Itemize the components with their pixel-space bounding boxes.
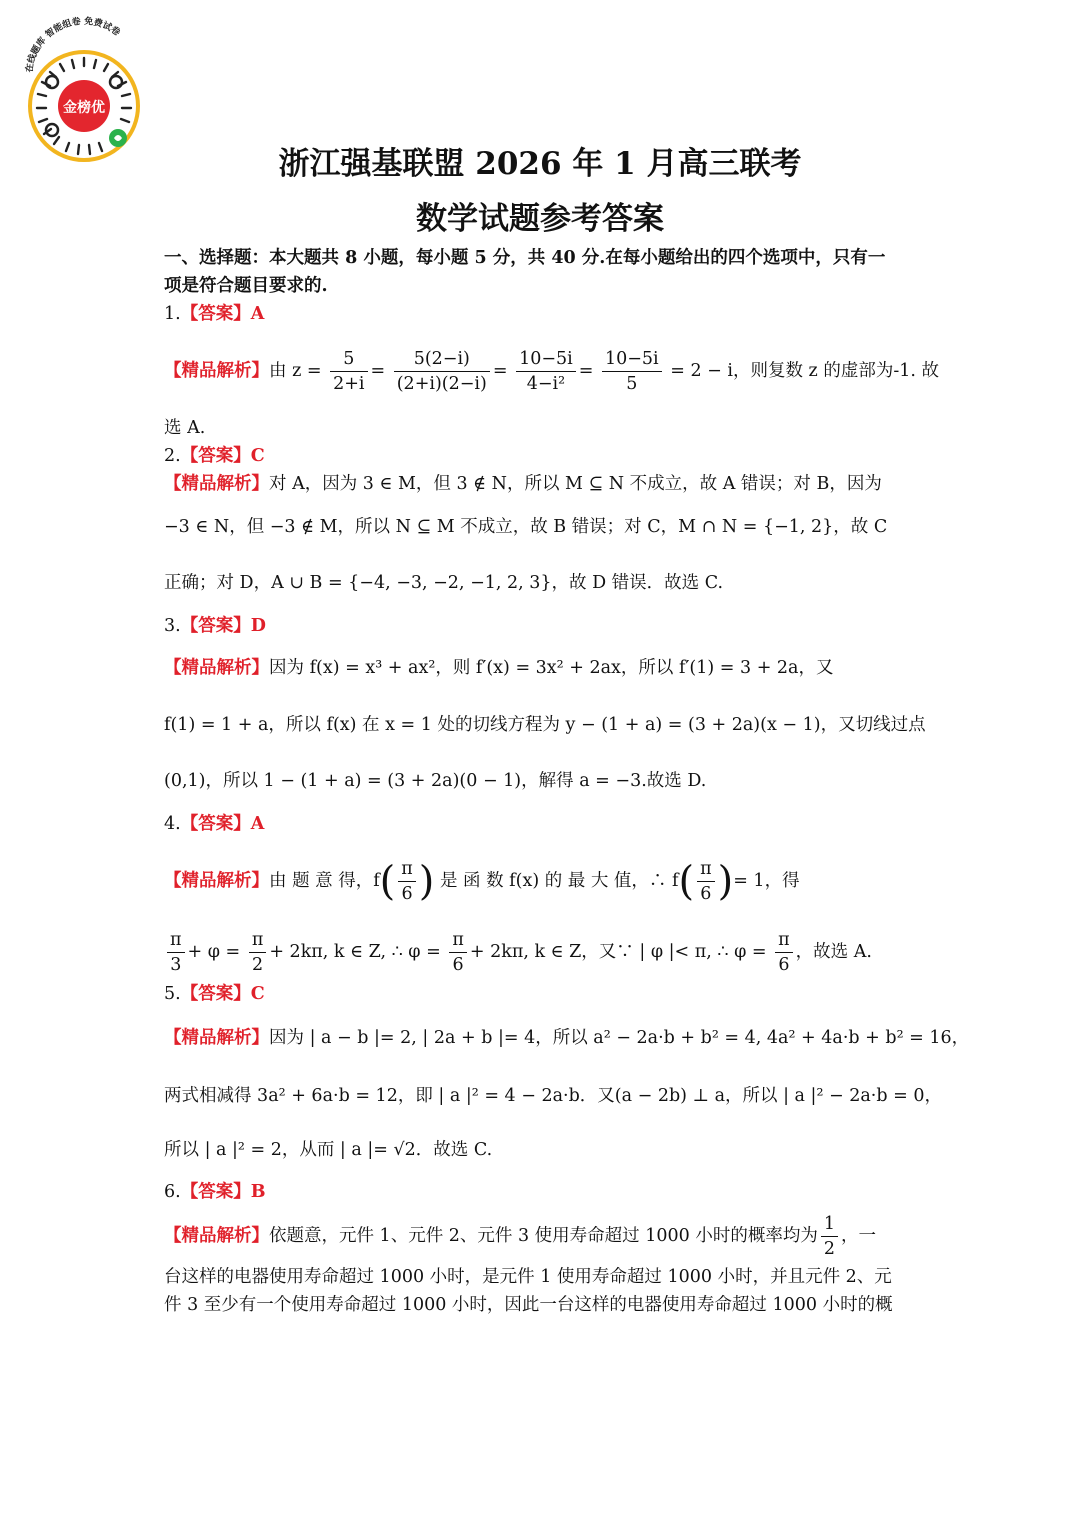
- q1-frac1-num: 5: [330, 347, 367, 372]
- q1-frac4-num: 10−5i: [602, 347, 662, 372]
- q5-answer: C: [250, 984, 265, 1004]
- q4-pi: π: [697, 857, 715, 882]
- q4-six: 6: [700, 884, 712, 904]
- q4-l2c: + 2kπ, k ∈ Z，又∵ | φ |< π, ∴ φ =: [469, 942, 767, 962]
- answer-tag: 【答案】: [180, 814, 251, 834]
- q1-lead: 由 z =: [269, 361, 322, 381]
- answer-tag: 【答案】: [180, 1182, 251, 1202]
- q4-line2: [164, 925, 920, 979]
- q6-answer: B: [250, 1182, 266, 1202]
- q5-line3: 所以 | a |² = 2，从而 | a |= √2．故选 C.: [164, 1140, 493, 1160]
- q6-half-num: 1: [821, 1212, 838, 1237]
- q4-l1b: 是 函 数 f(x) 的 最 大 值，∴ f: [439, 871, 679, 891]
- q3-answer-line: [164, 612, 920, 640]
- q4-answer-line: [164, 810, 920, 838]
- analysis-tag: 【精品解析】: [164, 1226, 269, 1246]
- q4-answer: A: [250, 814, 265, 834]
- section-intro-line2: 项是符合题目要求的.: [164, 276, 328, 296]
- analysis-tag: 【精品解析】: [164, 1028, 269, 1048]
- q3-text1: 因为 f(x) = x³ + ax²，则 f′(x) = 3x² + 2ax，所以 f′(1) = 3 + 2a，又: [269, 658, 834, 678]
- q6-number: 6.: [164, 1182, 181, 1202]
- q2-answer: C: [250, 446, 265, 466]
- q1-analysis-line: 【精品解析】由 z = $\frac{5}{2+i}$ = $\frac{5(2-i)}{(2+i)(2-i)}$ = $\frac{10-5i}{\text{4−i²}}$ = $\frac{10-5i}{5}$ = 2 − i，则复数 z 的虚部为-1. 故: [164, 349, 939, 394]
- q4-pi: π: [398, 857, 416, 882]
- q4-line1: 【精品解析】由 题 意 得，f( $\frac{\pi}{6}$ ) 是 函 数 f(x) 的 最 大 值，∴ f( $\frac{\pi}{6}$ )= 1，得: [164, 858, 800, 905]
- q1-frac3-den: 4−i²: [526, 374, 566, 394]
- q3-line2: f(1) = 1 + a，所以 f(x) 在 x = 1 处的切线方程为 y − (1 + a) = (3 + 2a)(x − 1)，又切线过点: [164, 715, 926, 735]
- q4-l2b: + 2kπ, k ∈ Z, ∴ φ =: [269, 942, 441, 962]
- q5-line1: [164, 1024, 970, 1052]
- analysis-tag: 【精品解析】: [164, 361, 269, 381]
- q2-number: 2.: [164, 446, 181, 466]
- q6-line1: [164, 1208, 920, 1264]
- q1-answer: A: [250, 304, 265, 324]
- q2-line2: −3 ∈ N，但 −3 ∉ M，所以 N ⊆ M 不成立，故 B 错误；对 C，M ∩ N = {−1, 2}，故 C: [164, 517, 888, 537]
- q4-six: 6: [401, 884, 413, 904]
- q5-text1: 因为 | a − b |= 2, | 2a + b |= 4，所以 a² − 2a·b + b² = 4, 4a² + 4a·b + b² = 16，: [269, 1028, 970, 1048]
- q1-frac2-num: 5(2−i): [394, 347, 490, 372]
- q4-pi: π: [249, 928, 267, 953]
- logo-brand-text: 金榜优: [63, 100, 105, 116]
- q6-text1: 依题意，元件 1、元件 2、元件 3 使用寿命超过 1000 小时的概率均为: [269, 1226, 818, 1246]
- q1-line2: 选 A.: [164, 418, 206, 438]
- q3-line3: (0,1)，所以 1 − (1 + a) = (3 + 2a)(0 − 1)，解得 a = −3.故选 D.: [164, 771, 707, 791]
- q4-l2a: + φ =: [187, 942, 241, 962]
- q4-pi: π: [449, 928, 467, 953]
- analysis-tag: 【精品解析】: [164, 474, 269, 494]
- q4-six: 6: [452, 955, 464, 975]
- answer-tag: 【答案】: [180, 446, 251, 466]
- q4-six: 6: [778, 955, 790, 975]
- section-intro-line1: 一、选择题：本大题共 8 小题，每小题 5 分，共 40 分.在每小题给出的四个选项中，只有一: [164, 248, 886, 268]
- q6-line2: 台这样的电器使用寿命超过 1000 小时，是元件 1 使用寿命超过 1000 小时，并且元件 2、元: [164, 1267, 892, 1287]
- q1-frac1-den: 2+i: [333, 374, 365, 394]
- q4-pi: π: [167, 928, 185, 953]
- q3-number: 3.: [164, 616, 181, 636]
- q4-three: 3: [170, 955, 182, 975]
- answer-tag: 【答案】: [180, 984, 251, 1004]
- document-subtitle: 数学试题参考答案: [416, 201, 664, 237]
- logo-arc-text: 在线题库 智能组卷 免费试卷: [24, 16, 122, 74]
- q4-l1a: 由 题 意 得，f: [269, 871, 380, 891]
- q2-line1: [164, 470, 920, 498]
- q1-frac4-den: 5: [626, 374, 638, 394]
- q1-frac3-num: 10−5i: [516, 347, 576, 372]
- q1-number: 1.: [164, 304, 181, 324]
- answer-tag: 【答案】: [180, 304, 251, 324]
- answer-tag: 【答案】: [180, 616, 251, 636]
- q3-answer: D: [250, 616, 266, 636]
- q4-pi: π: [775, 928, 793, 953]
- q6-line1-tail: ，一: [840, 1226, 876, 1246]
- q3-line1: [164, 654, 920, 682]
- q2-text1: 对 A，因为 3 ∈ M，但 3 ∉ N，所以 M ⊆ N 不成立，故 A 错误；对 B，因为: [269, 474, 882, 494]
- q5-line2: 两式相减得 3a² + 6a·b = 12，即 | a |² = 4 − 2a·b．又(a − 2b) ⊥ a，所以 | a |² − 2a·b = 0，: [164, 1086, 942, 1106]
- q6-half-den: 2: [823, 1239, 835, 1259]
- q1-answer-line: [164, 300, 920, 328]
- q5-answer-line: [164, 980, 920, 1008]
- document-title: 浙江强基联盟 2026 年 1 月高三联考: [278, 146, 802, 182]
- q6-answer-line: [164, 1178, 920, 1206]
- q4-number: 4.: [164, 814, 181, 834]
- q4-two: 2: [252, 955, 264, 975]
- q2-line3: 正确；对 D，A ∪ B = {−4, −3, −2, −1, 2, 3}，故 D 错误．故选 C.: [164, 573, 724, 593]
- q4-l1c: = 1，得: [733, 871, 800, 891]
- q5-number: 5.: [164, 984, 181, 1004]
- analysis-tag: 【精品解析】: [164, 658, 269, 678]
- q2-answer-line: [164, 442, 920, 470]
- q1-frac2-den: (2+i)(2−i): [396, 374, 487, 394]
- analysis-tag: 【精品解析】: [164, 871, 269, 891]
- q6-line3: 件 3 至少有一个使用寿命超过 1000 小时，因此一台这样的电器使用寿命超过 1000 小时的概: [164, 1295, 893, 1315]
- q1-tail: = 2 − i，则复数 z 的虚部为-1. 故: [670, 361, 939, 381]
- q4-l2d: ，故选 A.: [795, 942, 872, 962]
